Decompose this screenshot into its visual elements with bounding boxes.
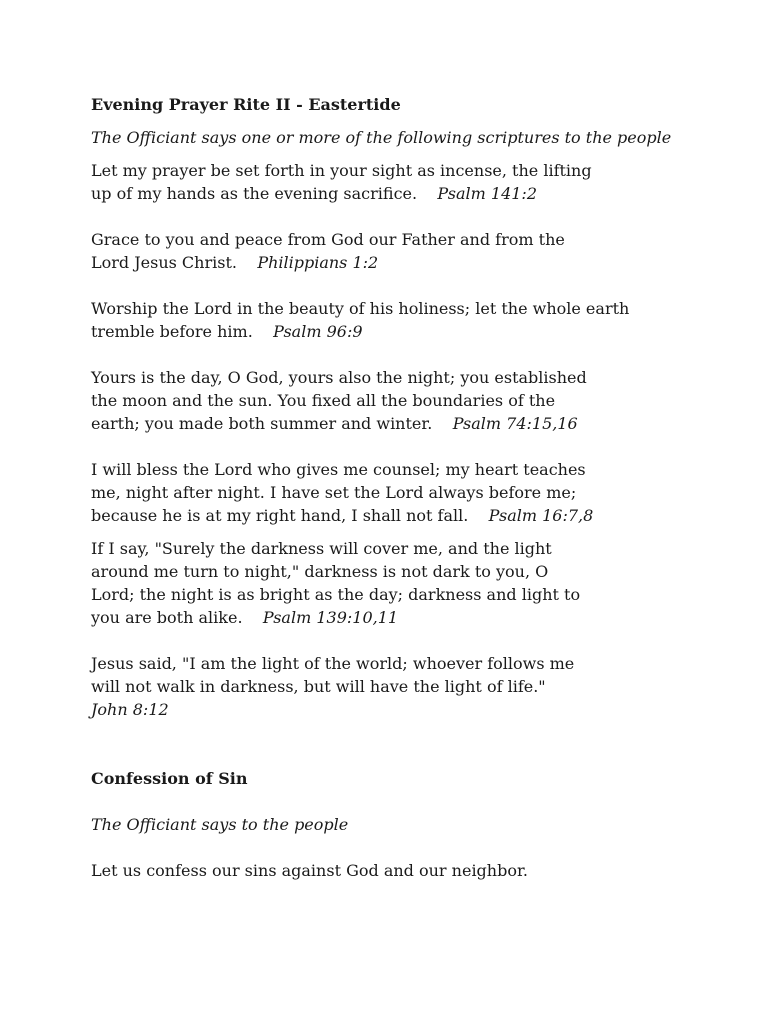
- section-title-evening-prayer: Evening Prayer Rite II - Eastertide: [91, 95, 401, 114]
- scripture-verse: [91, 458, 691, 527]
- verse-line: Jesus said, "I am the light of the world; whoever follows me: [91, 654, 575, 673]
- scripture-verse: [91, 159, 691, 205]
- verse-citation: John 8:12: [91, 700, 169, 719]
- verse-line: I will bless the Lord who gives me counsel; my heart teaches: [91, 460, 586, 479]
- confession-invitation: Let us confess our sins against God and our neighbor.: [91, 861, 528, 880]
- scripture-verse: [91, 297, 691, 343]
- verse-citation: Psalm 16:7,8: [488, 506, 594, 525]
- verse-line: around me turn to night," darkness is not dark to you, O: [91, 562, 549, 581]
- verse-line: because he is at my right hand, I shall not fall. Psalm 16:7,8: [91, 506, 594, 525]
- verse-line: the moon and the sun. You fixed all the boundaries of the: [91, 391, 556, 410]
- document-page: [91, 93, 691, 882]
- verse-citation: Psalm 141:2: [437, 184, 537, 203]
- verse-citation: Philippians 1:2: [257, 253, 379, 272]
- scripture-verse: [91, 366, 691, 435]
- verse-line: Lord; the night is as bright as the day; darkness and light to: [91, 585, 581, 604]
- verse-line: Worship the Lord in the beauty of his holiness; let the whole earth: [91, 299, 630, 318]
- verse-line: Lord Jesus Christ. Philippians 1:2: [91, 253, 379, 272]
- verse-citation: Psalm 74:15,16: [452, 414, 578, 433]
- verse-line: If I say, "Surely the darkness will cover me, and the light: [91, 539, 552, 558]
- scripture-verse: [91, 652, 691, 721]
- verse-line: me, night after night. I have set the Lord always before me;: [91, 483, 577, 502]
- verse-line: Let my prayer be set forth in your sight as incense, the lifting: [91, 161, 592, 180]
- verse-citation: Psalm 139:10,11: [262, 608, 399, 627]
- scripture-verse: [91, 537, 691, 629]
- verse-line: Yours is the day, O God, yours also the night; you established: [91, 368, 587, 387]
- verse-line: tremble before him. Psalm 96:9: [91, 322, 363, 341]
- verse-line: Grace to you and peace from God our Father and from the: [91, 230, 565, 249]
- verse-line: you are both alike. Psalm 139:10,11: [91, 608, 399, 627]
- scripture-verse: [91, 228, 691, 274]
- rubric-officiant-to-people: The Officiant says to the people: [91, 815, 349, 834]
- verse-line: up of my hands as the evening sacrifice. Psalm 141:2: [91, 184, 537, 203]
- verse-line: will not walk in darkness, but will have the light of life.": [91, 677, 546, 696]
- verse-line: earth; you made both summer and winter. Psalm 74:15,16: [91, 414, 578, 433]
- verse-citation: Psalm 96:9: [273, 322, 363, 341]
- rubric-officiant-scriptures: The Officiant says one or more of the following scriptures to the people: [91, 128, 672, 147]
- section-title-confession: Confession of Sin: [91, 769, 248, 788]
